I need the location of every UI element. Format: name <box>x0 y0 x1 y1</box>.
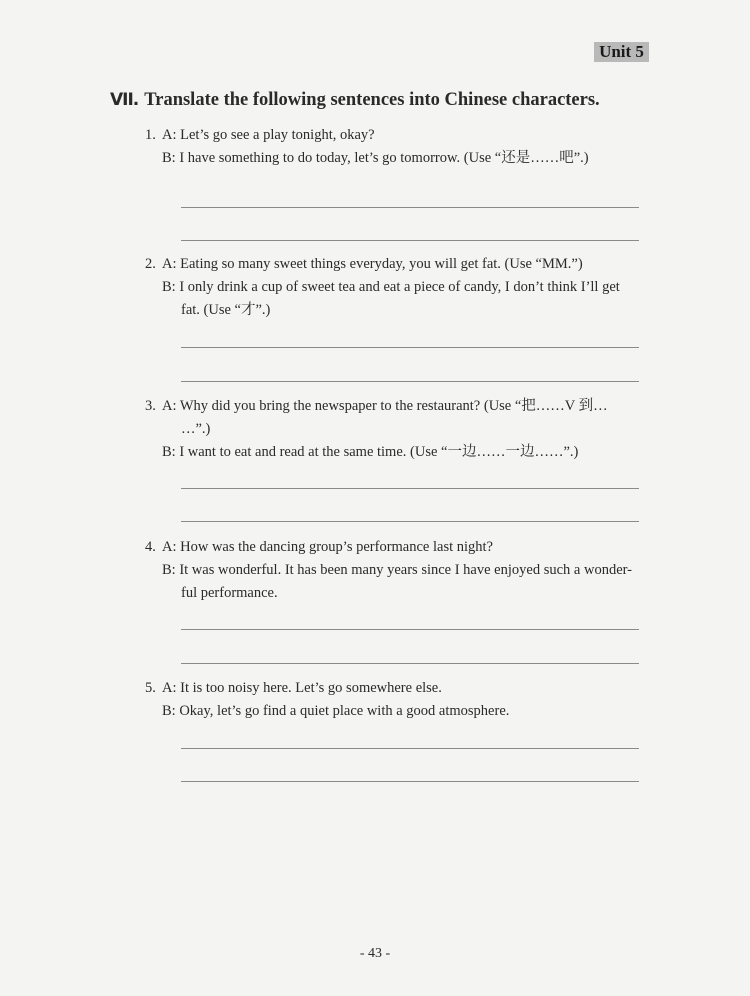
line-a: A: Eating so many sweet things everyday, you will get fat. (Use “MM.”) <box>162 256 583 272</box>
unit-badge: Unit 5 <box>594 42 649 62</box>
line-b: B: I have something to do today, let’s go tomorrow. (Use “还是……吧”.) <box>162 150 589 166</box>
question-5 <box>145 677 655 723</box>
question-number: 3. <box>145 398 156 414</box>
answer-line[interactable] <box>181 381 639 382</box>
answer-line[interactable] <box>181 748 639 749</box>
line-a: A: How was the dancing group’s performance last night? <box>162 539 493 555</box>
section-number: VII. <box>110 90 139 110</box>
answer-line[interactable] <box>181 521 639 522</box>
section-heading <box>110 90 670 111</box>
line-b: B: Okay, let’s go find a quiet place with a good atmosphere. <box>162 703 510 719</box>
section-title: Translate the following sentences into Chinese characters. <box>144 90 600 110</box>
page-number: - 43 - <box>359 946 391 961</box>
line-a: A: It is too noisy here. Let’s go somewhere else. <box>162 680 442 696</box>
question-number: 1. <box>145 127 156 143</box>
line-a: A: Let’s go see a play tonight, okay? <box>162 127 375 143</box>
line-b: B: I want to eat and read at the same time. (Use “一边……一边……”.) <box>162 444 579 460</box>
line-b: B: I only drink a cup of sweet tea and eat a piece of candy, I don’t think I’ll get <box>162 279 620 295</box>
line-b-continued: ful performance. <box>181 585 278 601</box>
question-number: 2. <box>145 256 156 272</box>
line-a-continued: …”.) <box>181 421 211 437</box>
question-1 <box>145 124 655 170</box>
answer-line[interactable] <box>181 240 639 241</box>
question-2 <box>145 253 655 322</box>
question-number: 4. <box>145 539 156 555</box>
answer-line[interactable] <box>181 347 639 348</box>
question-number: 5. <box>145 680 156 696</box>
answer-line[interactable] <box>181 629 639 630</box>
line-a: A: Why did you bring the newspaper to the restaurant? (Use “把……V 到… <box>162 398 608 414</box>
line-b-continued: fat. (Use “才”.) <box>181 302 271 318</box>
line-b: B: It was wonderful. It has been many years since I have enjoyed such a wonder- <box>162 562 632 578</box>
question-4 <box>145 536 655 605</box>
answer-line[interactable] <box>181 663 639 664</box>
answer-line[interactable] <box>181 781 639 782</box>
answer-line[interactable] <box>181 488 639 489</box>
question-3 <box>145 395 655 464</box>
answer-line[interactable] <box>181 207 639 208</box>
